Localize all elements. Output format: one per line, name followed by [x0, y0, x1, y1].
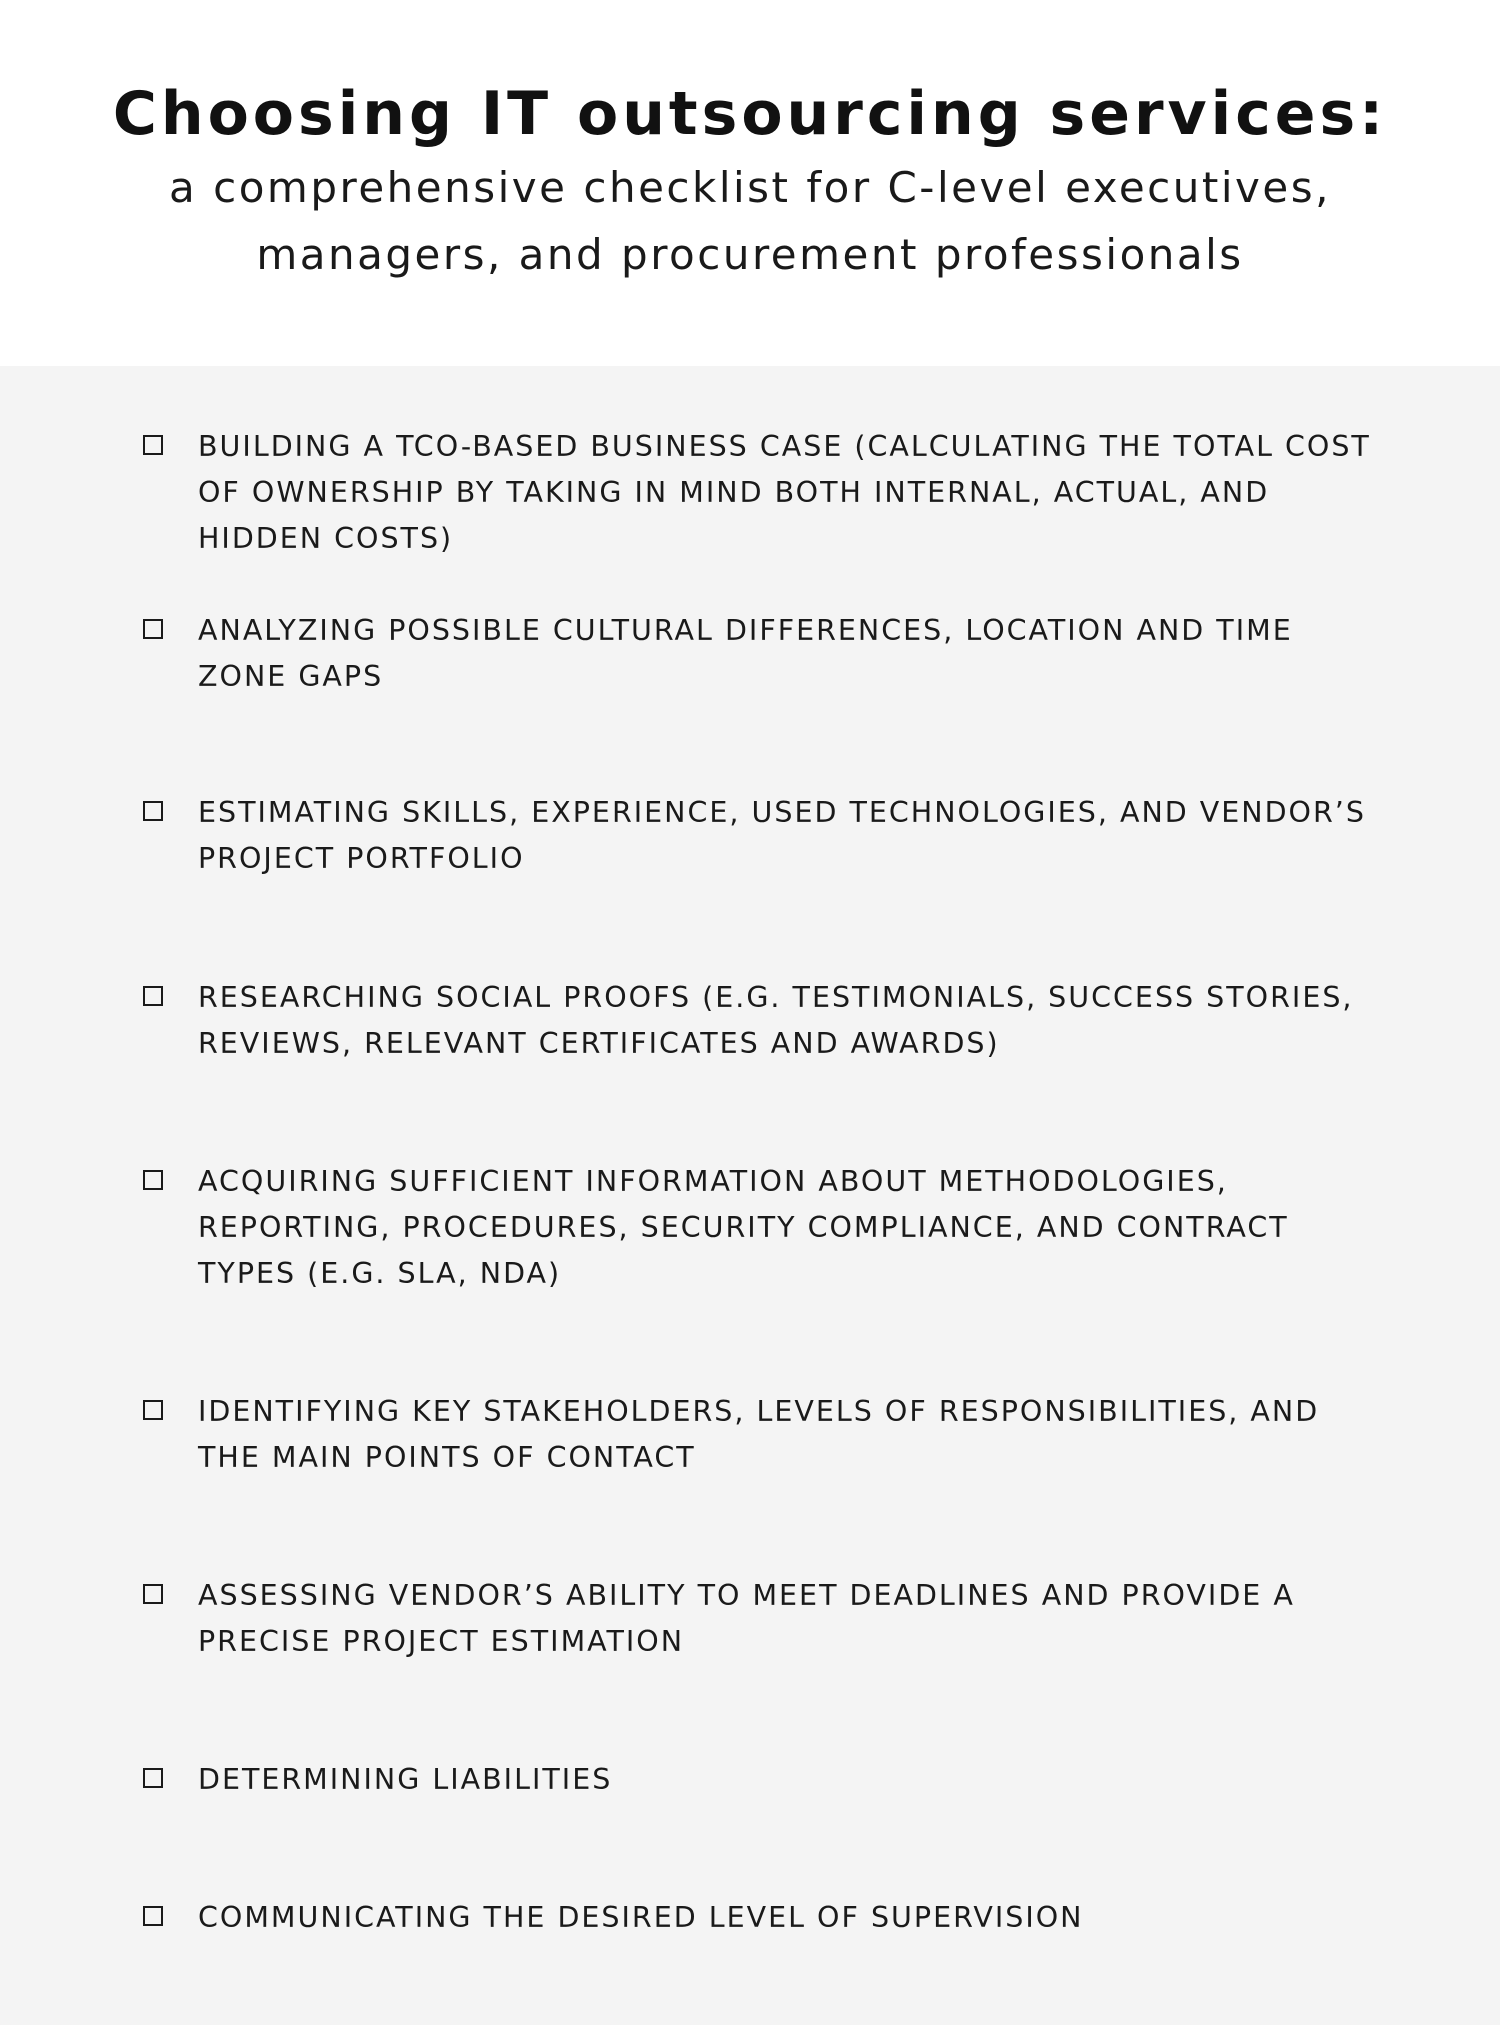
- checklist-item-text: BUILDING A TCO-BASED BUSINESS CASE (CALCULATING THE TOTAL COST OF OWNERSHIP BY TAKING IN MIND BOTH INTERNAL, ACTUAL, AND HIDDEN COSTS): [198, 430, 1371, 555]
- checklist-item-text: ESTIMATING SKILLS, EXPERIENCE, USED TECHNOLOGIES, AND VENDOR’S PROJECT PORTFOLIO: [198, 796, 1366, 875]
- checklist-item-text: ASSESSING VENDOR’S ABILITY TO MEET DEADLINES AND PROVIDE A PRECISE PROJECT ESTIMATION: [198, 1579, 1295, 1658]
- checklist-item-text: IDENTIFYING KEY STAKEHOLDERS, LEVELS OF RESPONSIBILITIES, AND THE MAIN POINTS OF CONTACT: [198, 1395, 1320, 1474]
- checkbox-icon[interactable]: [143, 1768, 163, 1788]
- checklist-item-text: ANALYZING POSSIBLE CULTURAL DIFFERENCES, LOCATION AND TIME ZONE GAPS: [198, 614, 1293, 693]
- checkbox-icon[interactable]: [143, 435, 163, 455]
- checklist-item-text: COMMUNICATING THE DESIRED LEVEL OF SUPERVISION: [198, 1901, 1084, 1934]
- page-subtitle-line-2: managers, and procurement professionals: [256, 230, 1244, 279]
- page-title: Choosing IT outsourcing services:: [112, 79, 1388, 149]
- checkbox-icon[interactable]: [143, 801, 163, 821]
- checkbox-icon[interactable]: [143, 1906, 163, 1926]
- checklist-item-text: ACQUIRING SUFFICIENT INFORMATION ABOUT METHODOLOGIES, REPORTING, PROCEDURES, SECURITY COMPLIANCE, AND CONTRACT TYPES (E.G. SLA, NDA): [198, 1165, 1289, 1290]
- checkbox-icon[interactable]: [143, 986, 163, 1006]
- header: [0, 0, 1500, 366]
- checklist-panel: [0, 366, 1500, 2025]
- page-subtitle-line-1: a comprehensive checklist for C-level executives,: [169, 163, 1331, 212]
- checkbox-icon[interactable]: [143, 1400, 163, 1420]
- checklist-item-text: RESEARCHING SOCIAL PROOFS (E.G. TESTIMONIALS, SUCCESS STORIES, REVIEWS, RELEVANT CERTIFICATES AND AWARDS): [198, 981, 1354, 1060]
- checkbox-icon[interactable]: [143, 1584, 163, 1604]
- checkbox-icon[interactable]: [143, 1170, 163, 1190]
- checklist-item-text: DETERMINING LIABILITIES: [198, 1763, 613, 1796]
- checkbox-icon[interactable]: [143, 619, 163, 639]
